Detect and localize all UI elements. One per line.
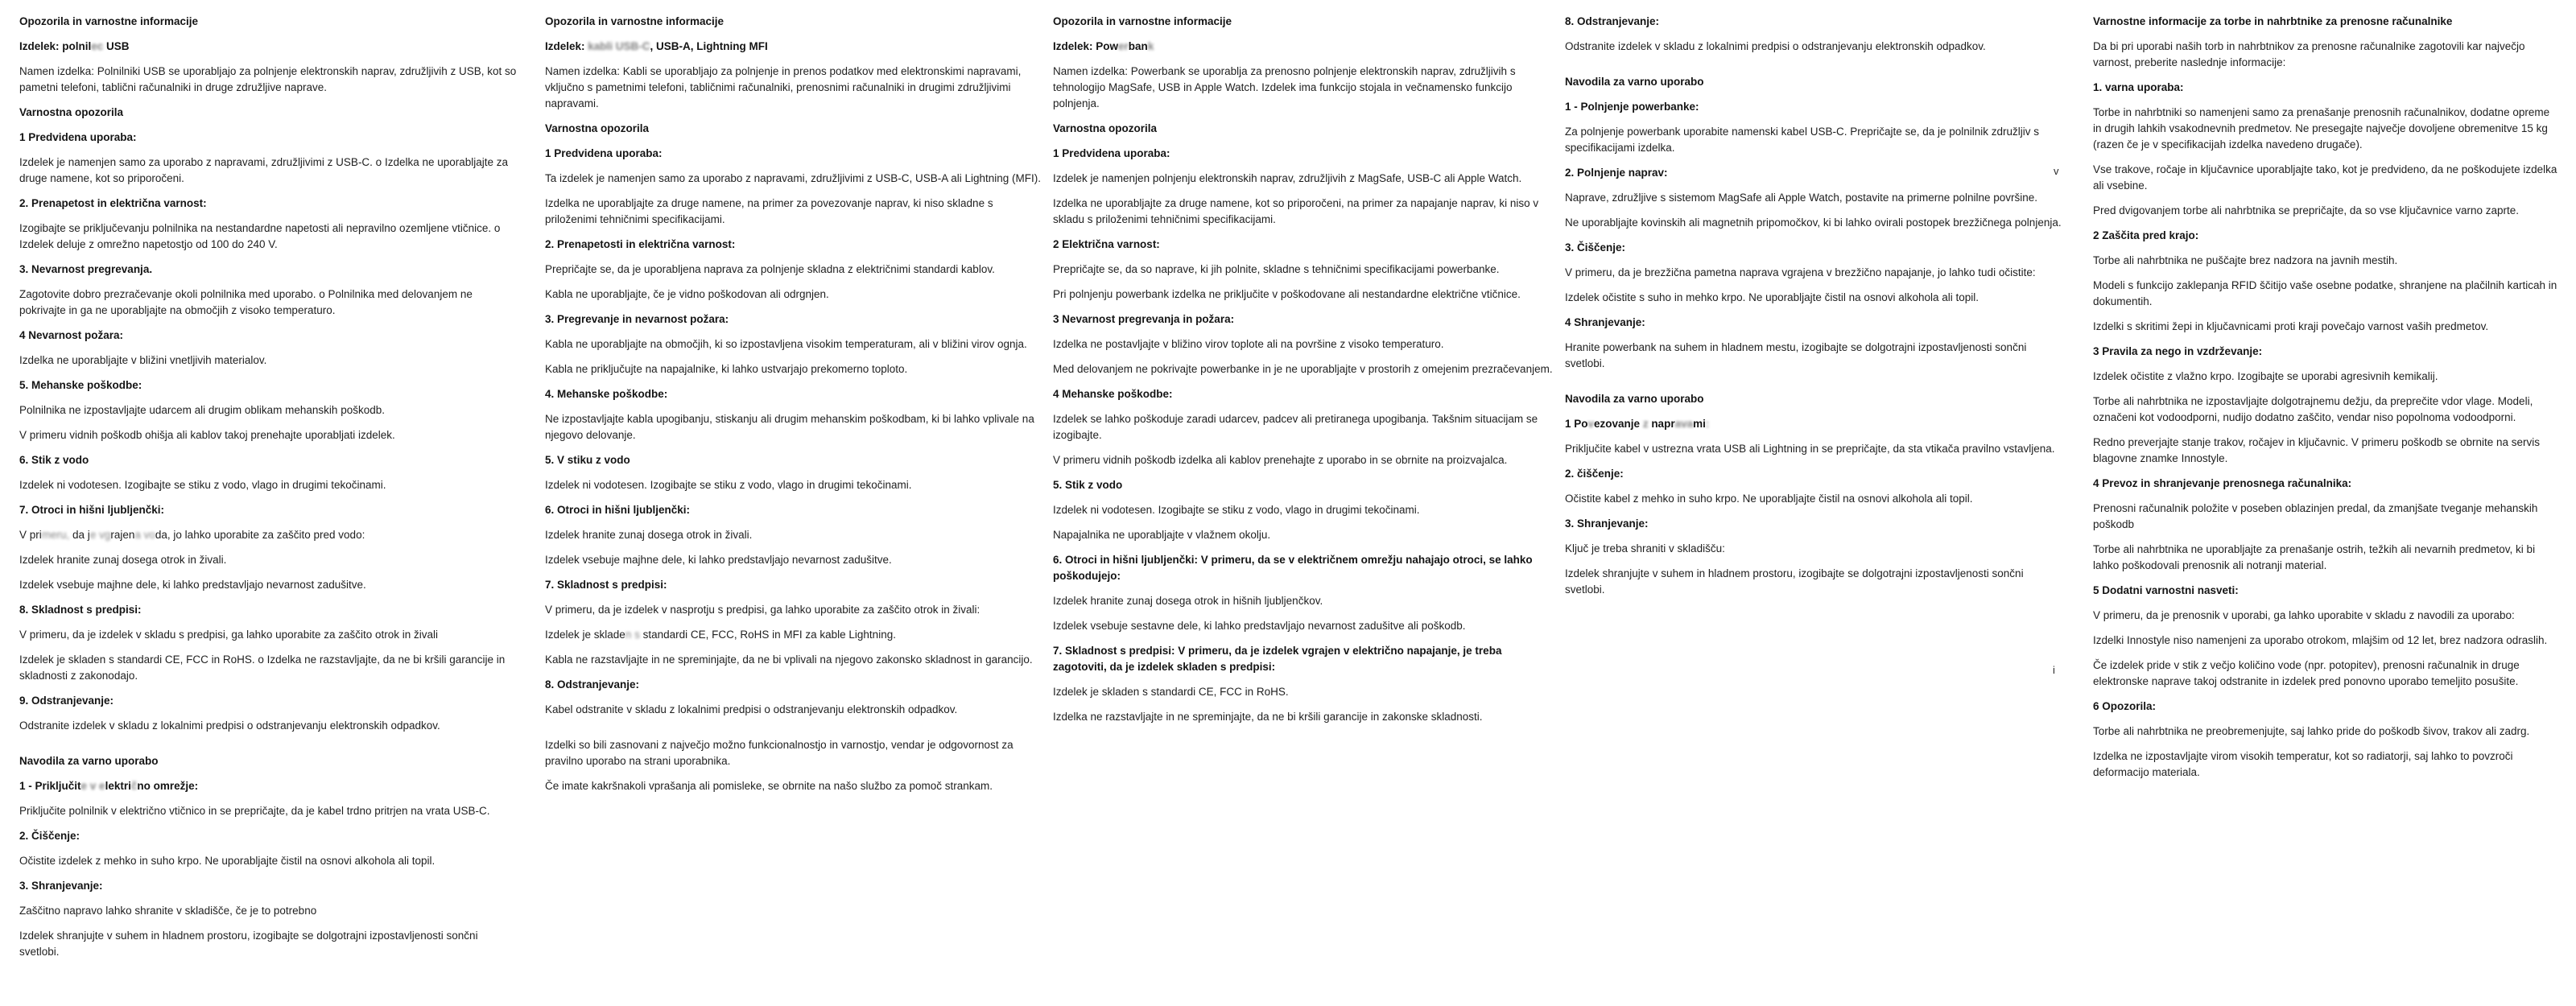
paragraph: Izdelki s skritimi žepi in ključavnicami proti kraji povečajo varnost vaših predmetov. xyxy=(2093,320,2489,332)
section-heading: 3 Pravila za nego in vzdrževanje: xyxy=(2093,345,2263,357)
paragraph: Torbe ali nahrbtnika ne preobremenjujte, saj lahko pride do poškodb šivov, trakov ali zadrg. xyxy=(2093,725,2530,737)
paragraph: Izdelek očistite s suho in mehko krpo. Ne uporabljajte čistil na osnovi alkohola ali topil. xyxy=(1565,291,1979,303)
section-heading: 4 Mehanske poškodbe: xyxy=(1053,388,1173,400)
paragraph: Če izdelek pride v stik z večjo količino vode (npr. potopitev), prenosni računalnik in druge elektronske naprave takoj odstranite in izdelek pred ponovno uporabo temeljito posušite. xyxy=(2093,659,2520,687)
paragraph: Odstranite izdelek v skladu z lokalnimi predpisi o odstranjevanju elektronskih odpadkov. xyxy=(1565,40,1986,52)
text-segment: da, jo lahko uporabite za zaščito pred vodo: xyxy=(155,529,365,541)
column-cables-warnings xyxy=(545,14,1044,803)
paragraph: Izdelka ne razstavljajte in ne spreminjajte, da ne bi kršili garancije in zakonske skladnosti. xyxy=(1053,711,1483,723)
paragraph: Redno preverjajte stanje trakov, ročajev in ključavnic. V primeru poškodb se obrnite na servis blagovne znamke Innostyle. xyxy=(2093,436,2541,464)
paragraph: Hranite powerbank na suhem in hladnem mestu, izogibajte se dolgotrajni izpostavljenosti sončni svetlobi. xyxy=(1565,341,2027,369)
paragraph: Izdelek shranjujte v suhem in hladnem prostoru, izogibajte se dolgotrajni izpostavljenosti sončni svetlobi. xyxy=(19,930,478,958)
text-segment: Izdelek: polnil xyxy=(19,40,92,52)
paragraph: Kabla ne uporabljajte na območjih, ki so izpostavljena visokim temperaturam, ali v bližini virov ognja. xyxy=(545,338,1027,350)
text-segment: standardi CE, FCC, RoHS in MFI za kable Lightning. xyxy=(639,629,896,641)
paragraph: Prepričajte se, da je uporabljena naprava za polnjenje skladna z električnimi standardi kablov. xyxy=(545,263,995,275)
paragraph: V primeru vidnih poškodb ohišja ali kablov takoj prenehajte uporabljati izdelek. xyxy=(19,429,395,441)
paragraph: Izdelek vsebuje majhne dele, ki lahko predstavljajo nevarnost zadušitve. xyxy=(545,554,892,566)
paragraph: Izdelek shranjujte v suhem in hladnem prostoru, izogibajte se dolgotrajni izpostavljenosti sončni svetlobi. xyxy=(1565,567,2024,596)
paragraph: Polnilnika ne izpostavljajte udarcem ali drugim oblikam mehanskih poškodb. xyxy=(19,404,385,416)
paragraph: Prepričajte se, da so naprave, ki jih polnite, skladne s tehničnimi specifikacijami powerbanke. xyxy=(1053,263,1500,275)
paragraph: Če imate kakršnakoli vprašanja ali pomisleke, se obrnite na našo službo za pomoč strankam. xyxy=(545,780,993,792)
paragraph: Namen izdelka: Kabli se uporabljajo za polnjenje in prenos podatkov med elektronskimi napravami, vključno s pametnimi telefoni, tabličnimi računalniki, prenosnimi računalniki in drugimi združljivimi napravami. xyxy=(545,65,1022,109)
text-segment: lektri xyxy=(105,780,131,792)
paragraph: Med delovanjem ne pokrivajte powerbanke in je ne uporabljajte v prostorih z omejenim prezračevanjem. xyxy=(1053,363,1553,375)
paragraph: Zaščitno napravo lahko shranite v skladišče, če je to potrebno xyxy=(19,905,317,917)
section-heading: 1 Predvidena uporaba: xyxy=(19,131,137,143)
paragraph: Izdelki so bili zasnovani z največjo možno funkcionalnostjo in varnostjo, vendar je odgovornost za pravilno uporabo na strani uporabnika. xyxy=(545,739,1013,767)
smudged-text: meru, xyxy=(41,529,73,541)
paragraph: Priključite kabel v ustrezna vrata USB ali Lightning in se prepričajte, da sta vtikača pravilno vstavljena. xyxy=(1565,443,2055,455)
section-heading: 3. Nevarnost pregrevanja. xyxy=(19,263,153,275)
paragraph: Izdelek se lahko poškoduje zaradi udarcev, padcev ali pretiranega upogibanja. Takšnim situacijam se izogibajte. xyxy=(1053,413,1538,441)
paragraph: Izdelki Innostyle niso namenjeni za uporabo otrokom, mlajšim od 12 let, brez nadzora odraslih. xyxy=(2093,634,2548,646)
section-heading xyxy=(1053,39,1554,55)
stray-character: i xyxy=(2053,664,2055,676)
paragraph: Vse trakove, ročaje in ključavnice uporabljajte tako, kot je predvideno, da ne poškodujete izdelka ali vsebine. xyxy=(2093,163,2557,192)
text-segment: napr xyxy=(1648,418,1675,430)
paragraph: Namen izdelka: Powerbank se uporablja za prenosno polnjenje elektronskih naprav, združljivih s tehnologijo MagSafe, USB in Apple Watch. Izdelek ima funkcijo stojala in večnamensko funkcijo polnjenja. xyxy=(1053,65,1516,109)
paragraph: Izdelek je namenjen polnjenju elektronskih naprav, združljivih z MagSafe, USB-C ali Apple Watch. xyxy=(1053,172,1522,184)
paragraph: Torbe ali nahrbtnika ne izpostavljajte dolgotrajnemu dežju, da preprečite vdor vlage. Modeli, označeni kot vodoodporni, nudijo dodatno zaščito, vendar niso popolnoma vodoodporni. xyxy=(2093,395,2533,423)
section-heading: 7. Skladnost s predpisi: V primeru, da je izdelek vgrajen v električno napajanje, je treba zagotoviti, da je izdelek skladen s predpisi: xyxy=(1053,645,1502,673)
text-segment: 1 - Priključit xyxy=(19,780,81,792)
paragraph: Kabla ne priključujte na napajalnike, ki lahko ustvarjajo prekomerno toploto. xyxy=(545,363,908,375)
section-heading: 2 Električna varnost: xyxy=(1053,238,1160,250)
paragraph: Izdelek ni vodotesen. Izogibajte se stiku z vodo, vlago in drugimi tekočinami. xyxy=(19,479,386,491)
text-segment: mi xyxy=(1693,418,1706,430)
column-powerbank-warnings xyxy=(1053,14,1554,734)
paragraph xyxy=(545,627,1044,643)
section-heading: 1 - Polnjenje powerbanke: xyxy=(1565,101,1699,113)
smudged-text: e v e xyxy=(80,780,105,792)
text-segment: , USB-A, Lightning MFI xyxy=(650,40,768,52)
paragraph: Očistite izdelek z mehko in suho krpo. Ne uporabljajte čistil na osnovi alkohola ali topil. xyxy=(19,855,436,867)
text-segment: no omrežje: xyxy=(137,780,199,792)
paragraph: V primeru, da je izdelek v skladu s predpisi, ga lahko uporabite za zaščito otrok in živali xyxy=(19,629,439,641)
section-heading: 2. Prenapetost in električna varnost: xyxy=(19,197,207,209)
section-heading: 3. Shranjevanje: xyxy=(19,880,103,892)
paragraph: Izdelek hranite zunaj dosega otrok in živali. xyxy=(19,554,227,566)
smudged-text: a vo xyxy=(134,529,155,541)
paragraph: Naprave, združljive s sistemom MagSafe ali Apple Watch, postavite na primerne polnilne površine. xyxy=(1565,192,2038,204)
paragraph: Očistite kabel z mehko in suho krpo. Ne uporabljajte čistil na osnovi alkohola ali topil. xyxy=(1565,493,1973,505)
section-heading: Varnostna opozorila xyxy=(1053,122,1158,134)
section-heading: Navodila za varno uporabo xyxy=(1565,76,1704,88)
paragraph: Kabla ne uporabljajte, če je vidno poškodovan ali odrgnjen. xyxy=(545,288,829,300)
paragraph: Izogibajte se priključevanju polnilnika na nestandardne napetosti ali nepravilno ozemljene vtičnice. o Izdelek deluje z omrežno napetostjo od 100 do 240 V. xyxy=(19,222,501,250)
paragraph: Izdelek ni vodotesen. Izogibajte se stiku z vodo, vlago in drugimi tekočinami. xyxy=(545,479,912,491)
section-heading: 1 Predvidena uporaba: xyxy=(545,147,663,159)
smudged-text: kabli USB-C xyxy=(588,40,650,52)
paragraph: Izdelka ne postavljajte v bližino virov toplote ali na površine z visoko temperaturo. xyxy=(1053,338,1444,350)
section-heading: 8. Skladnost s predpisi: xyxy=(19,604,142,616)
paragraph: Da bi pri uporabi naših torb in nahrbtnikov za prenosne računalnike zagotovili kar največjo varnost, preberite naslednje informacije: xyxy=(2093,40,2525,68)
paragraph: Izdelka ne uporabljajte za druge namene, na primer za povezovanje naprav, ki niso skladne s priloženimi tehničnimi specifikacijami. xyxy=(545,197,993,225)
paragraph: Modeli s funkcijo zaklepanja RFID ščitijo vaše osebne podatke, shranjene na plačilnih karticah in dokumentih. xyxy=(2093,279,2557,307)
paragraph: V primeru, da je izdelek v nasprotju s predpisi, ga lahko uporabite za zaščito otrok in živali: xyxy=(545,604,980,616)
paragraph: V primeru vidnih poškodb izdelka ali kablov prenehajte z uporabo in se obrnite na proizvajalca. xyxy=(1053,454,1508,466)
section-heading: 8. Odstranjevanje: xyxy=(545,678,640,691)
paragraph: Zagotovite dobro prezračevanje okoli polnilnika med uporabo. o Polnilnika med delovanjem ne pokrivajte in ga ne uporabljajte na območjih z visoko temperaturo. xyxy=(19,288,473,316)
section-heading: Varnostna opozorila xyxy=(19,106,124,118)
paragraph: Izdelka ne uporabljajte v bližini vnetljivih materialov. xyxy=(19,354,267,366)
column-usb-charger-warnings xyxy=(19,14,518,969)
section-heading: 2. čiščenje: xyxy=(1565,468,1624,480)
paragraph: Izdelek hranite zunaj dosega otrok in hišnih ljubljenčkov. xyxy=(1053,595,1323,607)
paragraph: Izdelek očistite z vlažno krpo. Izogibajte se uporabi agresivnih kemikalij. xyxy=(2093,370,2438,382)
smudged-text: k xyxy=(1147,40,1154,52)
paragraph: Izdelek je namenjen samo za uporabo z napravami, združljivimi z USB-C. o Izdelka ne uporabljajte za druge namene, kot so priporočeni. xyxy=(19,156,509,184)
text-segment: USB xyxy=(103,40,130,52)
paragraph: Izdelek vsebuje sestavne dele, ki lahko predstavljajo nevarnost zadušitve ali poškodb. xyxy=(1053,620,1466,632)
section-heading: 2. Polnjenje naprav: xyxy=(1565,167,1668,179)
paragraph: Izdelka ne uporabljajte za druge namene, kot so priporočeni, na primer za napajanje naprav, ki niso v skladu s priloženimi tehničnimi specifikacijami. xyxy=(1053,197,1539,225)
column-powerbank-usage-continued xyxy=(1565,14,2066,607)
paragraph: Kabel odstranite v skladu z lokalnimi predpisi o odstranjevanju elektronskih odpadkov. xyxy=(545,703,958,715)
paragraph: Ne izpostavljajte kabla upogibanju, stiskanju ali drugim mehanskim poškodbam, ki bi lahko vplivale na njegovo delovanje. xyxy=(545,413,1034,441)
section-heading: Opozorila in varnostne informacije xyxy=(1053,15,1232,27)
paragraph: Odstranite izdelek v skladu z lokalnimi predpisi o odstranjevanju elektronskih odpadkov. xyxy=(19,719,440,732)
section-heading: 2 Zaščita pred krajo: xyxy=(2093,229,2199,241)
section-heading: 6. Stik z vodo xyxy=(19,454,89,466)
section-heading: 6. Otroci in hišni ljubljenčki: xyxy=(545,504,691,516)
section-heading: 5. V stiku z vodo xyxy=(545,454,630,466)
paragraph: V primeru, da je prenosnik v uporabi, ga lahko uporabite v skladu z navodili za uporabo: xyxy=(2093,609,2515,621)
section-heading: 4 Shranjevanje: xyxy=(1565,316,1645,328)
paragraph: Za polnjenje powerbank uporabite namenski kabel USB-C. Prepričajte se, da je polnilnik združljiv s specifikacijami izdelka. xyxy=(1565,126,2040,154)
paragraph: Ključ je treba shraniti v skladišču: xyxy=(1565,542,1725,555)
section-heading: 2. Prenapetosti in električna varnost: xyxy=(545,238,736,250)
paragraph: Prenosni računalnik položite v poseben oblazinjen predal, da zmanjšate tveganje mehanskih poškodb xyxy=(2093,502,2538,530)
section-heading: 5. Stik z vodo xyxy=(1053,479,1123,491)
paragraph: Ta izdelek je namenjen samo za uporabo z napravami, združljivimi z USB-C, USB-A ali Lightning (MFI). xyxy=(545,172,1041,184)
section-heading: 6. Otroci in hišni ljubljenčki: V primeru, da se v električnem omrežju nahajajo otroci, se lahko poškodujejo: xyxy=(1053,554,1533,582)
text-segment: Izdelek: xyxy=(545,40,588,52)
section-heading: 5. Mehanske poškodbe: xyxy=(19,379,142,391)
smudged-text: v xyxy=(1587,418,1595,430)
paragraph: Priključite polnilnik v električno vtičnico in se prepričajte, da je kabel trdno pritrjen na vrata USB-C. xyxy=(19,805,490,817)
section-heading: 4. Mehanske poškodbe: xyxy=(545,388,668,400)
column-laptop-bags-safety xyxy=(2093,14,2560,790)
paragraph: Pred dvigovanjem torbe ali nahrbtnika se prepričajte, da so vse ključavnice varno zaprte. xyxy=(2093,204,2520,216)
section-heading: Navodila za varno uporabo xyxy=(19,755,159,767)
text-segment: 1 Po xyxy=(1565,418,1588,430)
section-heading: 4 Nevarnost požara: xyxy=(19,329,124,341)
section-heading: 3 Nevarnost pregrevanja in požara: xyxy=(1053,313,1235,325)
section-heading xyxy=(545,39,1044,55)
smudged-text: ava xyxy=(1674,418,1694,430)
section-heading: Varnostne informacije za torbe in nahrbtnike za prenosne računalnike xyxy=(2093,15,2453,27)
paragraph: Namen izdelka: Polnilniki USB se uporabljajo za polnjenje elektronskih naprav, združljivih z USB, kot so pametni telefoni, tablični računalniki in druge združljive naprave. xyxy=(19,65,517,93)
paragraph: V primeru, da je brezžična pametna naprava vgrajena v brezžično napajanje, jo lahko tudi očistite: xyxy=(1565,266,2036,278)
section-heading: 3. Čiščenje: xyxy=(1565,241,1626,254)
section-heading xyxy=(19,39,518,55)
text-segment: ban xyxy=(1128,40,1148,52)
section-heading: 7. Skladnost s predpisi: xyxy=(545,579,667,591)
paragraph: Napajalnika ne uporabljajte v vlažnem okolju. xyxy=(1053,529,1271,541)
text-segment: Izdelek je sklade xyxy=(545,629,625,641)
paragraph: Izdelka ne izpostavljajte virom visokih temperatur, kot so radiatorji, saj lahko to povzroči deformacijo materiala. xyxy=(2093,750,2513,778)
paragraph: Torbe ali nahrbtnika ne uporabljajte za prenašanje ostrih, težkih ali nevarnih predmetov, ki bi lahko poškodovali prenosnik ali notranji material. xyxy=(2093,543,2536,571)
text-segment: rajen xyxy=(110,529,135,541)
section-heading: 8. Odstranjevanje: xyxy=(1565,15,1660,27)
paragraph: Izdelek je skladen s standardi CE, FCC in RoHS. o Izdelka ne razstavljajte, da ne bi kršili garancije in skladnosti z zakonodajo. xyxy=(19,653,506,682)
section-heading: 7. Otroci in hišni ljubljenčki: xyxy=(19,504,165,516)
paragraph: Pri polnjenju powerbank izdelka ne priključite v poškodovane ali nestandardne električne vtičnice. xyxy=(1053,288,1521,300)
text-segment: da j xyxy=(72,529,90,541)
paragraph xyxy=(19,527,518,543)
section-heading: 2. Čiščenje: xyxy=(19,830,80,842)
paragraph: Kabla ne razstavljajte in ne spreminjajte, da ne bi vplivali na njegovo zakonsko skladnost in garancijo. xyxy=(545,653,1033,666)
smudged-text: z xyxy=(1642,418,1649,430)
paragraph: Ne uporabljajte kovinskih ali magnetnih pripomočkov, ki bi lahko ovirali postopek brezžičnega polnjenja. xyxy=(1565,216,2062,229)
smudged-text: er xyxy=(1118,40,1129,52)
section-heading xyxy=(19,778,518,794)
section-heading: 5 Dodatni varnostni nasveti: xyxy=(2093,584,2239,596)
section-heading: 1 Predvidena uporaba: xyxy=(1053,147,1170,159)
smudged-text: n s xyxy=(625,629,640,641)
section-heading: Opozorila in varnostne informacije xyxy=(19,15,199,27)
text-segment: V pri xyxy=(19,529,42,541)
section-heading xyxy=(1565,416,2066,432)
paragraph: Izdelek je skladen s standardi CE, FCC in RoHS. xyxy=(1053,686,1289,698)
section-heading: 4 Prevoz in shranjevanje prenosnega računalnika: xyxy=(2093,477,2352,489)
smudged-text: ec xyxy=(91,40,104,52)
smudged-text: : xyxy=(1705,418,1710,430)
paragraph: Izdelek ni vodotesen. Izogibajte se stiku z vodo, vlago in drugimi tekočinami. xyxy=(1053,504,1420,516)
section-heading: 9. Odstranjevanje: xyxy=(19,695,114,707)
text-segment: ezovanje xyxy=(1594,418,1643,430)
smudged-text: č xyxy=(130,780,138,792)
paragraph: Izdelek hranite zunaj dosega otrok in živali. xyxy=(545,529,753,541)
section-heading: 1. varna uporaba: xyxy=(2093,81,2184,93)
paragraph: Torbe ali nahrbtnika ne puščajte brez nadzora na javnih mestih. xyxy=(2093,254,2398,266)
paragraph: Izdelek vsebuje majhne dele, ki lahko predstavljajo nevarnost zadušitve. xyxy=(19,579,366,591)
smudged-text: e vg xyxy=(89,529,111,541)
section-heading: Navodila za varno uporabo xyxy=(1565,393,1704,405)
section-heading: 3. Shranjevanje: xyxy=(1565,517,1649,530)
section-heading: 6 Opozorila: xyxy=(2093,700,2157,712)
section-heading: Varnostna opozorila xyxy=(545,122,650,134)
stray-character: v xyxy=(2054,165,2059,177)
section-heading: Opozorila in varnostne informacije xyxy=(545,15,724,27)
text-segment: Izdelek: Pow xyxy=(1053,40,1119,52)
paragraph: Torbe in nahrbtniki so namenjeni samo za prenašanje prenosnih računalnikov, dodatne opreme in drugih lahkih vsakodnevnih predmetov. Ne presegajte največje dovoljene obremenitve 15 kg (razen če je v specifikacijah izdelka navedeno drugače). xyxy=(2093,106,2550,150)
section-heading: 3. Pregrevanje in nevarnost požara: xyxy=(545,313,729,325)
